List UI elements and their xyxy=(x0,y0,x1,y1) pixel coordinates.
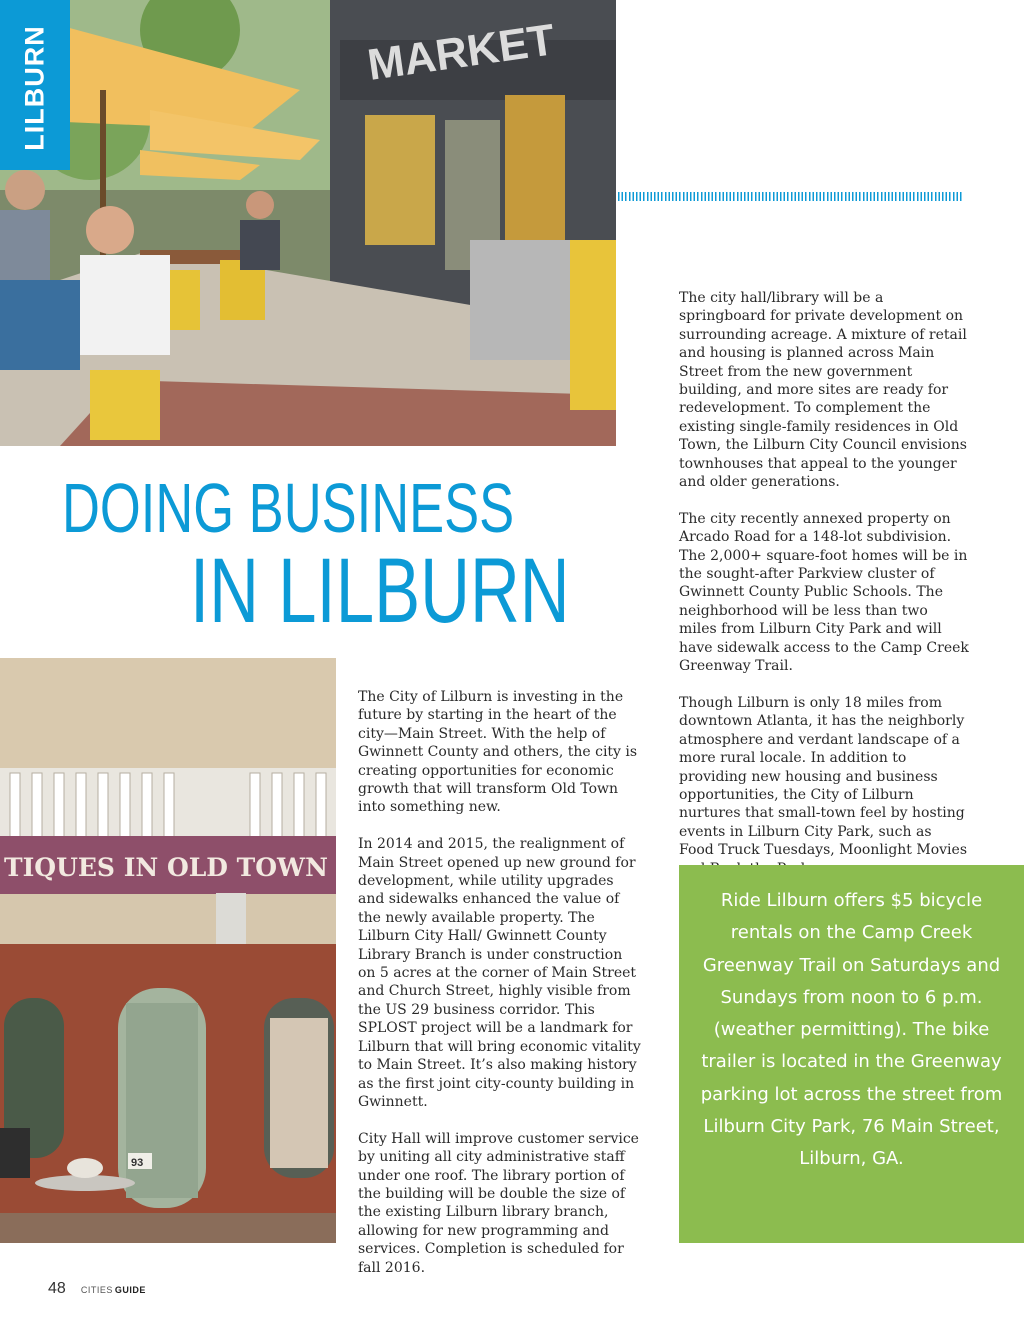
headline-line-2: IN LILBURN xyxy=(190,540,570,642)
page-number: 48 xyxy=(48,1280,66,1297)
market-patio-photo xyxy=(0,0,616,446)
decorative-stripe-rule xyxy=(618,192,963,201)
market-sign-text: MARKET xyxy=(364,15,558,90)
body-column-middle xyxy=(358,688,644,1295)
paragraph: The City of Lilburn is investing in the future by starting in the heart of the city—Main Street. With the help of Gwinnett County and others, the city is creating opportunities for economic growth that will transform Old Town into something new. xyxy=(358,689,638,816)
paragraph: City Hall will improve customer service by uniting all city administrative staff under one roof. The library portion of the building will be double the size of the existing Lilburn library branch, allowing for new programming and services. Completion is scheduled for fall 2016. xyxy=(358,1130,639,1276)
callout-text: Ride Lilburn offers $5 bicycle rentals on the Camp Creek Greenway Trail on Saturdays and Sundays from noon to 6 p.m. (weather permitting). The bike trailer is located in the Greenway parking lot across the street from Lilburn City Park, 76 Main Street, Lilburn, GA. xyxy=(700,890,1003,1170)
old-town-storefront-photo xyxy=(0,658,336,1243)
section-tab-label: LILBURN xyxy=(19,25,50,151)
bike-rental-callout xyxy=(679,865,1024,1243)
paragraph: Though Lilburn is only 18 miles from downtown Atlanta, it has the neighborly atmosphere and verdant landscape of a more rural locale. In addition to providing new housing and business opportunities, the City of Lilburn nurtures that small-town feel by hosting events in Lilburn City Park, such as Food Truck Tuesdays, Moonlight Movies xyxy=(679,694,968,859)
door-number-text: 93 xyxy=(131,1157,144,1169)
publication-name-light: CITIES xyxy=(80,1285,113,1295)
section-tab xyxy=(0,0,70,170)
headline-line-1: DOING BUSINESS xyxy=(62,469,515,547)
body-column-right xyxy=(679,289,969,896)
paragraph: In 2014 and 2015, the realignment of Main Street opened up new ground for development, while utility upgrades and sidewalks enhanced the value of the newly available property. The Lilburn City Hall/ Gwinnett County Library Branch is under construction on 5 acres at the corner of Main Street and Church Street, highly visible from the US 29 business corridor. This SPLOST project will be a landmark for Lilburn that will bring economic vitality to Main Street. It’s also making history as the first joint city-county building in Gwinnett. xyxy=(358,836,641,1110)
paragraph: The city hall/library will be a springboard for private development on surrounding acreage. A mixture of retail and housing is planned across Main Street from the new government building, and more sites are ready for redevelopment. To complement the existing single-family residences in Old Town, the Lilburn City Council envisions townhouses that appeal to the younger and older generations. xyxy=(679,290,967,491)
page-footer xyxy=(48,1278,146,1298)
paragraph: The city recently annexed property on Arcado Road for a 148-lot subdivision. The 2,000+ square-foot homes will be in the sought-after Parkview cluster of Gwinnett County Public Schools. The neighborhood will be less than two miles from Lilburn City Park and will have sidewalk access to the Camp Creek Greenway Trail. xyxy=(679,510,969,675)
publication-name-bold: GUIDE xyxy=(114,1285,146,1295)
storefront-sign-text: TIQUES IN OLD TOWN xyxy=(4,853,328,882)
